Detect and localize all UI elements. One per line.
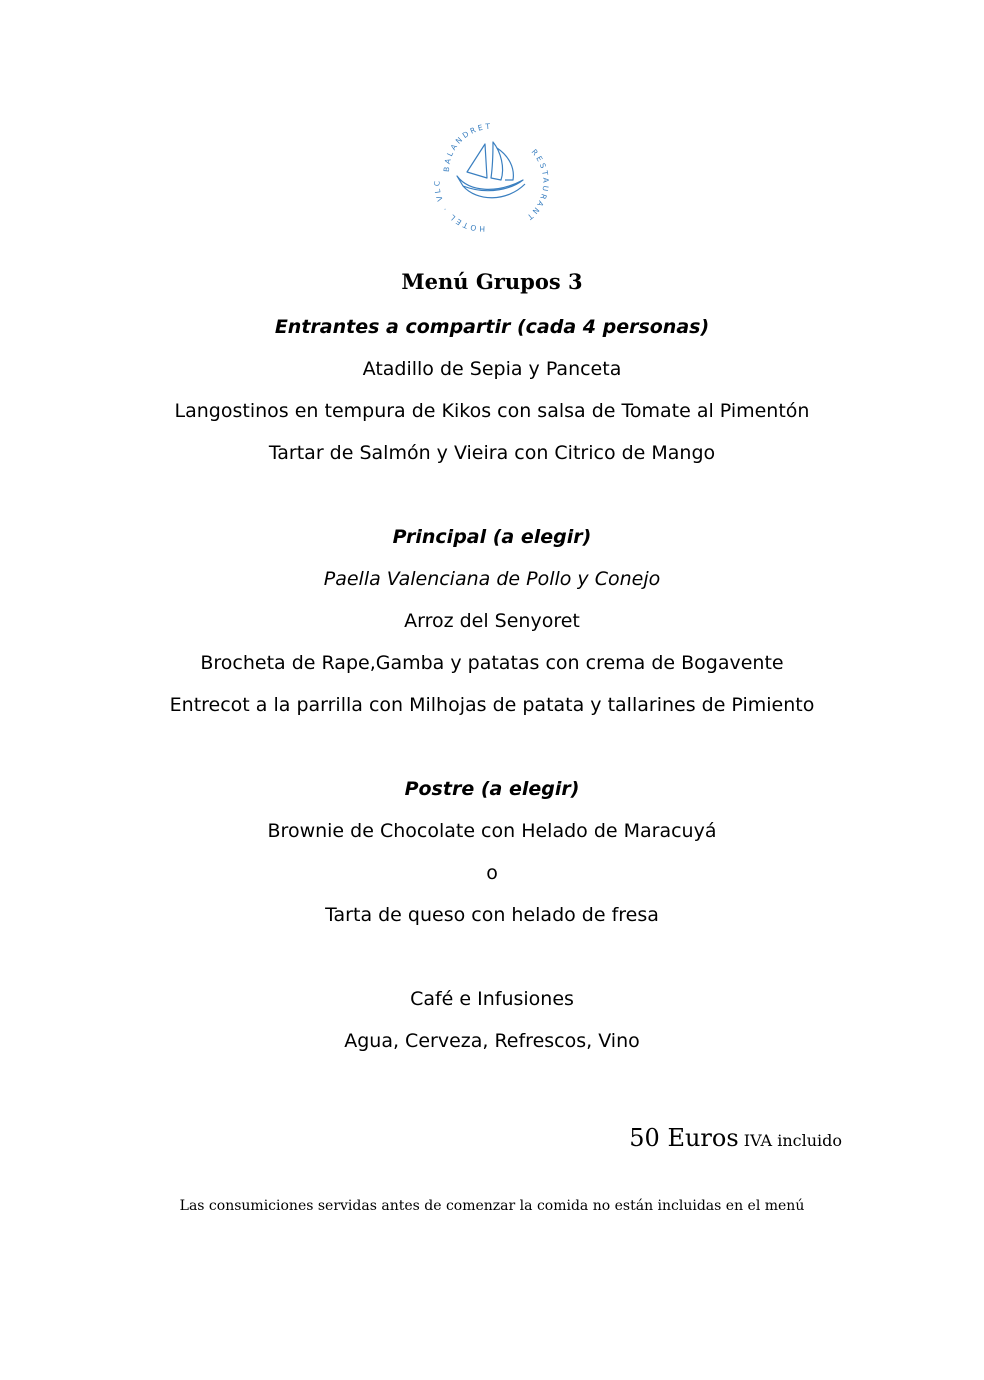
footer-note: Las consumiciones servidas antes de comenzar la comida no están incluidas en el menú	[179, 1198, 805, 1214]
dessert-or: o	[486, 862, 498, 884]
dessert-item: Tarta de queso con helado de fresa	[325, 904, 659, 926]
logo-text-right: RESTAURANT	[523, 147, 551, 223]
starter-item: Langostinos en tempura de Kikos con salsa de Tomate al Pimentón	[174, 400, 810, 422]
svg-text:RESTAURANT	[524, 147, 551, 223]
price-note: IVA incluido	[743, 1131, 842, 1150]
price	[629, 1124, 842, 1152]
drinks-item: Agua, Cerveza, Refrescos, Vino	[344, 1030, 640, 1052]
svg-text:HOTEL · VLC	[432, 178, 485, 233]
dessert-item: Brownie de Chocolate con Helado de Maracuyá	[267, 820, 717, 842]
starter-item: Tartar de Salmón y Vieira con Citrico de Mango	[268, 442, 716, 464]
main-item: Entrecot a la parrilla con Milhojas de patata y tallarines de Pimiento	[169, 694, 815, 716]
main-item: Arroz del Senyoret	[404, 610, 580, 632]
main-item: Paella Valenciana de Pollo y Conejo	[323, 568, 661, 590]
sailboat-icon	[427, 112, 557, 252]
desserts-heading: Postre (a elegir)	[404, 778, 580, 800]
page-title: Menú Grupos 3	[401, 269, 583, 294]
restaurant-logo	[427, 112, 557, 252]
main-item: Brocheta de Rape,Gamba y patatas con crema de Bogavente	[200, 652, 784, 674]
logo-text-top: BALANDRET	[441, 121, 493, 173]
logo-text-left: HOTEL · VLC	[432, 178, 486, 234]
starter-item: Atadillo de Sepia y Panceta	[362, 358, 622, 380]
price-amount: 50 Euros	[629, 1124, 739, 1152]
starters-heading: Entrantes a compartir (cada 4 personas)	[274, 316, 710, 338]
drinks-item: Café e Infusiones	[410, 988, 574, 1010]
mains-heading: Principal (a elegir)	[392, 526, 592, 548]
